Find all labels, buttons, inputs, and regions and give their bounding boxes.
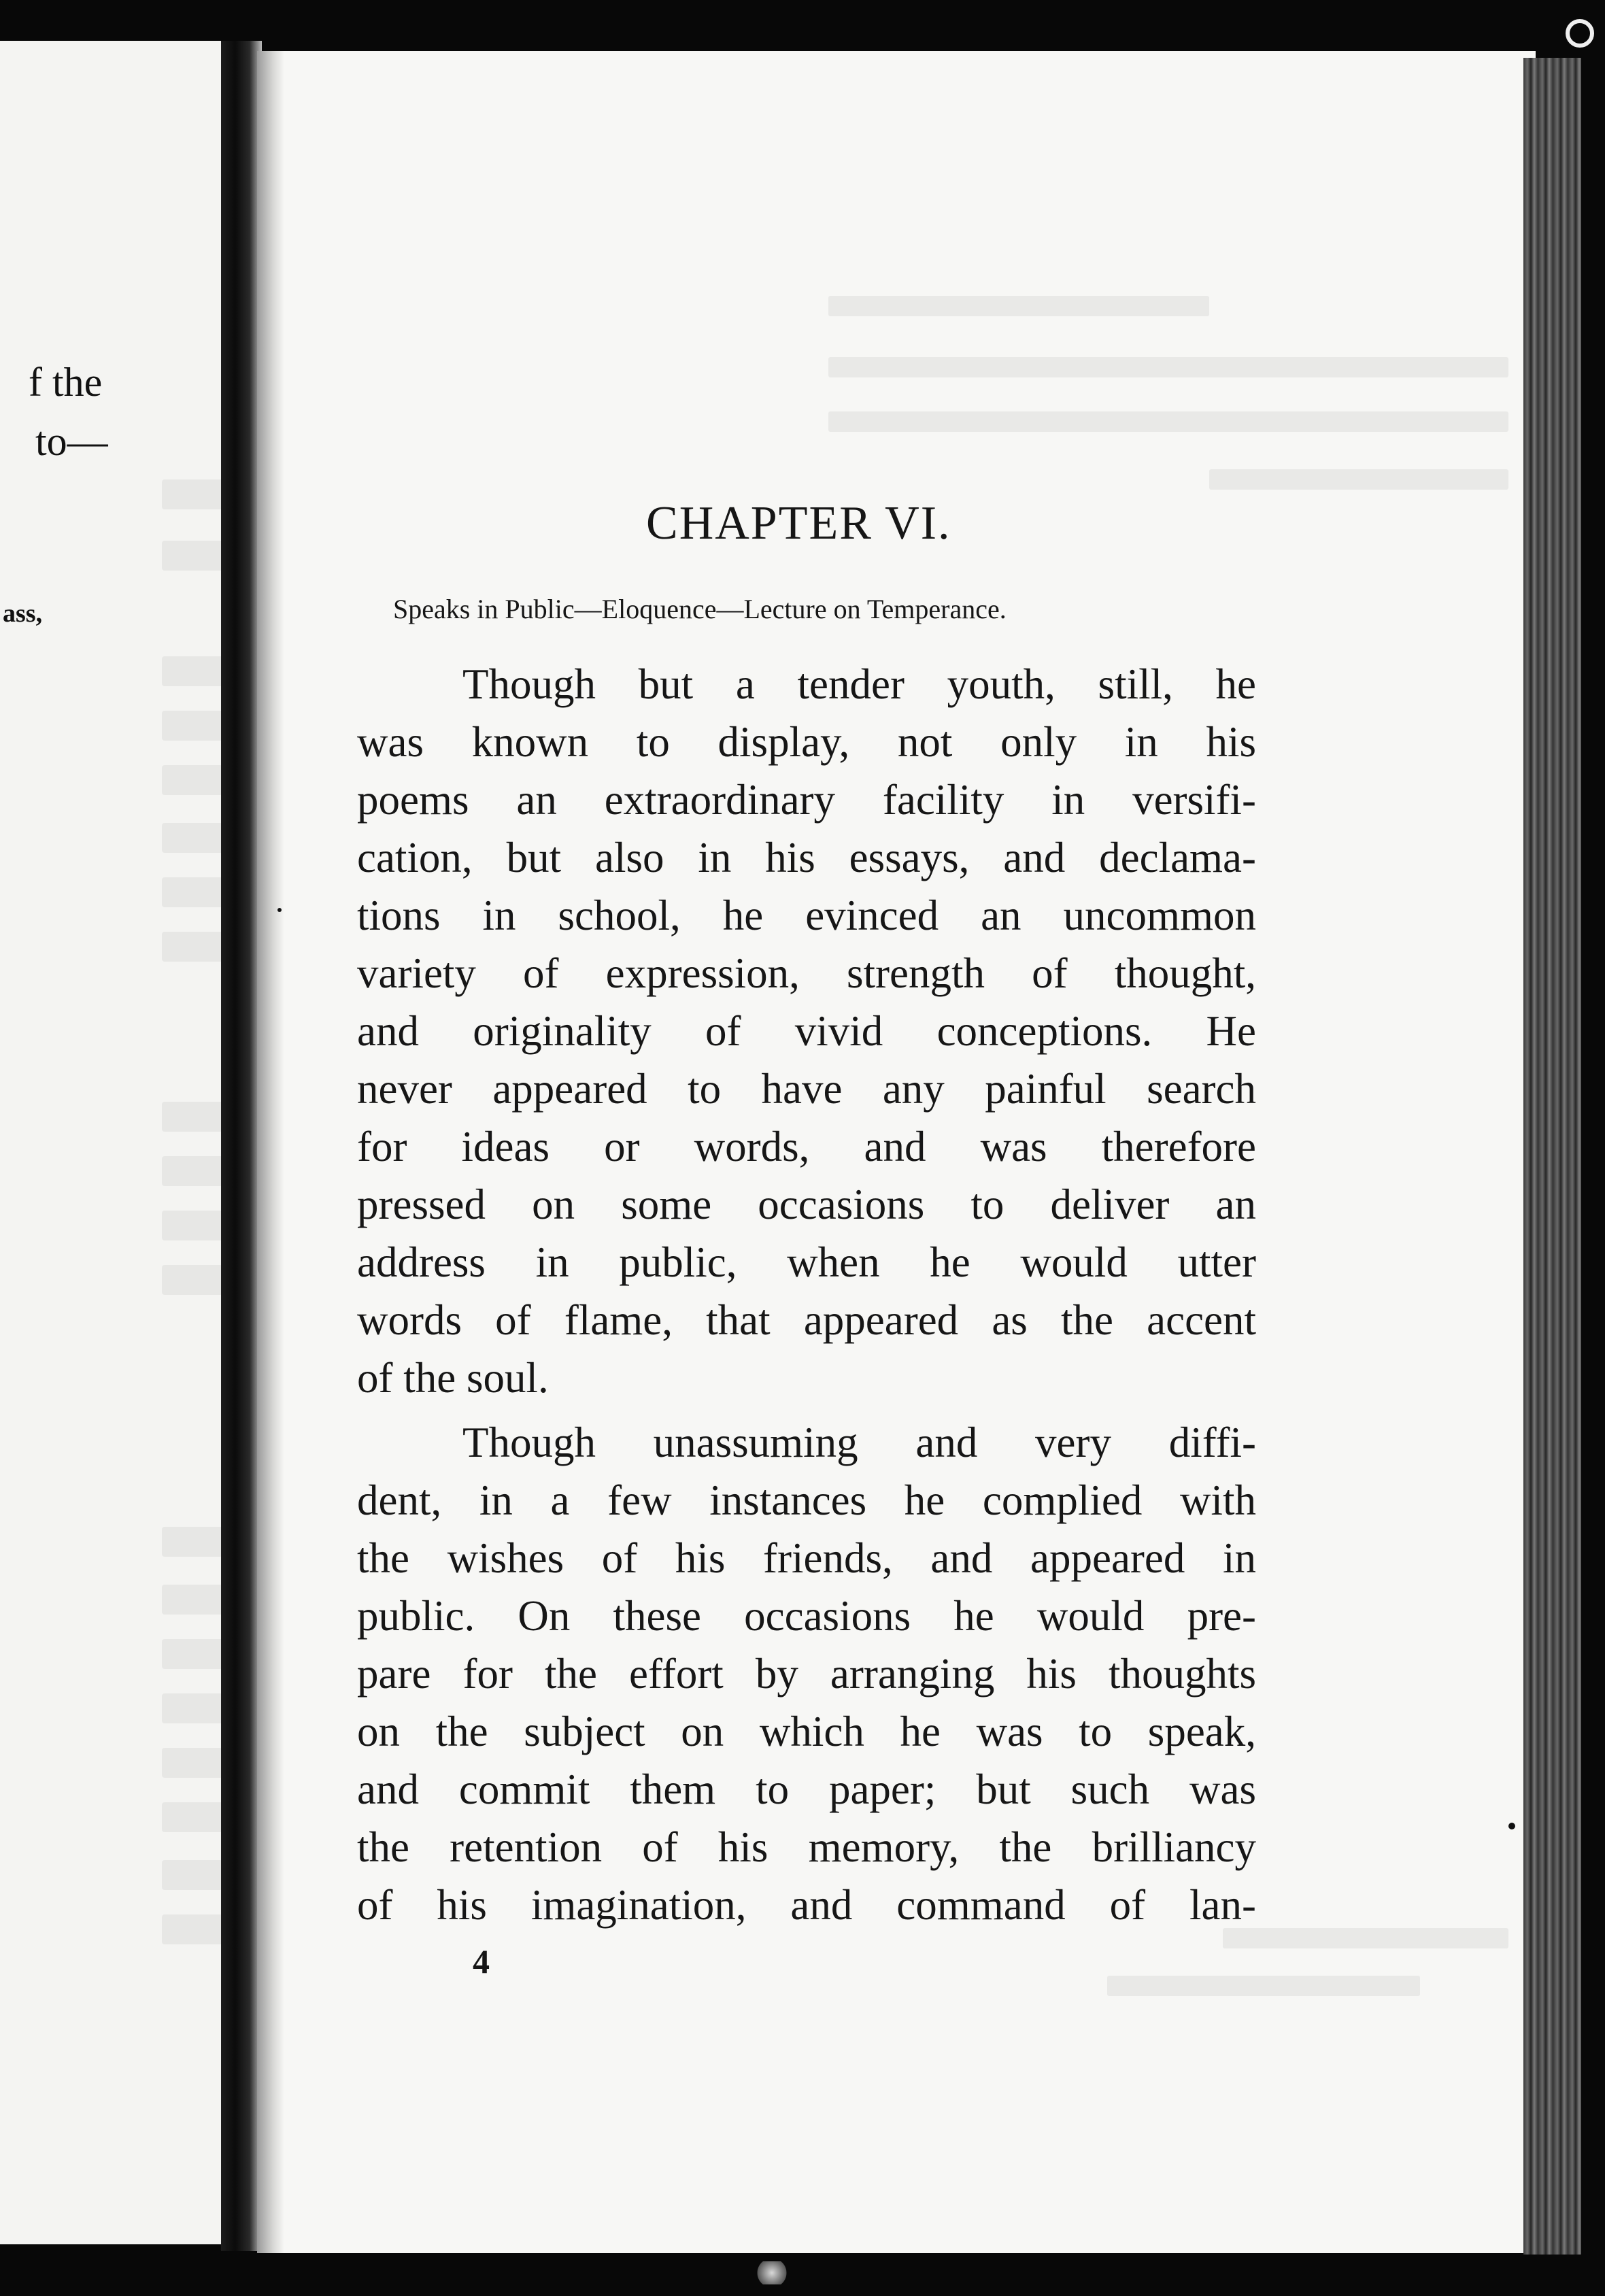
text-line: cation, but also in his essays, and declama- — [357, 834, 1256, 881]
text-line: poems an extraordinary facility in versifi- — [357, 776, 1256, 824]
bleed-through-mark — [162, 1265, 223, 1295]
bleed-through-mark — [1209, 469, 1508, 490]
bleed-through-mark — [162, 541, 223, 571]
bleed-through-mark — [162, 1693, 223, 1723]
text-line: for ideas or words, and was therefore — [357, 1123, 1256, 1170]
bleed-through-mark — [162, 765, 223, 795]
left-page-fragment-line: ass, — [3, 599, 43, 628]
previous-page-fragment — [0, 41, 224, 2244]
book-gutter — [221, 41, 262, 2251]
text-line: words of flame, that appeared as the accent — [357, 1296, 1256, 1344]
text-line: public. On these occasions he would pre- — [357, 1592, 1256, 1640]
bleed-through-mark — [162, 1585, 223, 1615]
bleed-through-mark — [1107, 1976, 1420, 1996]
text-line: Though unassuming and very diffi- — [462, 1419, 1256, 1466]
text-line: variety of expression, strength of thought, — [357, 949, 1256, 997]
bleed-through-mark — [162, 932, 223, 962]
scan-corner-ring — [1566, 19, 1594, 48]
scan-artifact — [755, 2261, 789, 2284]
book-edge — [1523, 58, 1581, 2255]
text-line: pare for the effort by arranging his thoughts — [357, 1650, 1256, 1698]
bleed-through-mark — [162, 479, 223, 509]
page-gutter-shadow — [257, 51, 284, 2253]
bleed-through-mark — [162, 823, 223, 853]
bleed-through-mark — [162, 711, 223, 741]
text-line: pressed on some occasions to deliver an — [357, 1181, 1256, 1228]
bleed-through-mark — [162, 1860, 223, 1890]
text-line: and originality of vivid conceptions. He — [357, 1007, 1256, 1055]
left-page-fragment-line: f the — [29, 360, 103, 405]
ink-speck — [277, 908, 282, 912]
bleed-through-mark — [162, 1527, 223, 1557]
bleed-through-mark — [162, 1802, 223, 1832]
bleed-through-mark — [162, 1914, 223, 1944]
bleed-through-mark — [162, 1748, 223, 1778]
text-line: of his imagination, and command of lan- — [357, 1881, 1256, 1929]
text-line: of the soul. — [357, 1354, 549, 1402]
bleed-through-mark — [162, 656, 223, 686]
bleed-through-mark — [162, 1102, 223, 1132]
page-number: 4 — [473, 1942, 490, 1980]
bleed-through-mark — [828, 296, 1209, 316]
bleed-through-mark — [162, 1211, 223, 1240]
bleed-through-mark — [1223, 1928, 1508, 1948]
text-line: never appeared to have any painful search — [357, 1065, 1256, 1113]
text-line: the wishes of his friends, and appeared in — [357, 1534, 1256, 1582]
bleed-through-mark — [828, 357, 1508, 377]
text-line: on the subject on which he was to speak, — [357, 1708, 1256, 1755]
text-line: address in public, when he would utter — [357, 1238, 1256, 1286]
text-line: and commit them to paper; but such was — [357, 1766, 1256, 1813]
ink-speck — [1508, 1823, 1515, 1829]
bleed-through-mark — [162, 1156, 223, 1186]
chapter-subheading: Speaks in Public—Eloquence—Lecture on Temperance. — [393, 594, 1007, 624]
bleed-through-mark — [162, 1639, 223, 1669]
left-page-fragment-line: to— — [35, 419, 108, 464]
text-line: was known to display, not only in his — [357, 718, 1256, 766]
text-line: dent, in a few instances he complied with — [357, 1476, 1256, 1524]
bleed-through-mark — [828, 411, 1508, 432]
text-line: the retention of his memory, the brilliancy — [357, 1823, 1256, 1871]
text-line: Though but a tender youth, still, he — [462, 660, 1256, 708]
bleed-through-mark — [162, 877, 223, 907]
chapter-heading: CHAPTER VI. — [646, 497, 951, 550]
text-line: tions in school, he evinced an uncommon — [357, 892, 1256, 939]
